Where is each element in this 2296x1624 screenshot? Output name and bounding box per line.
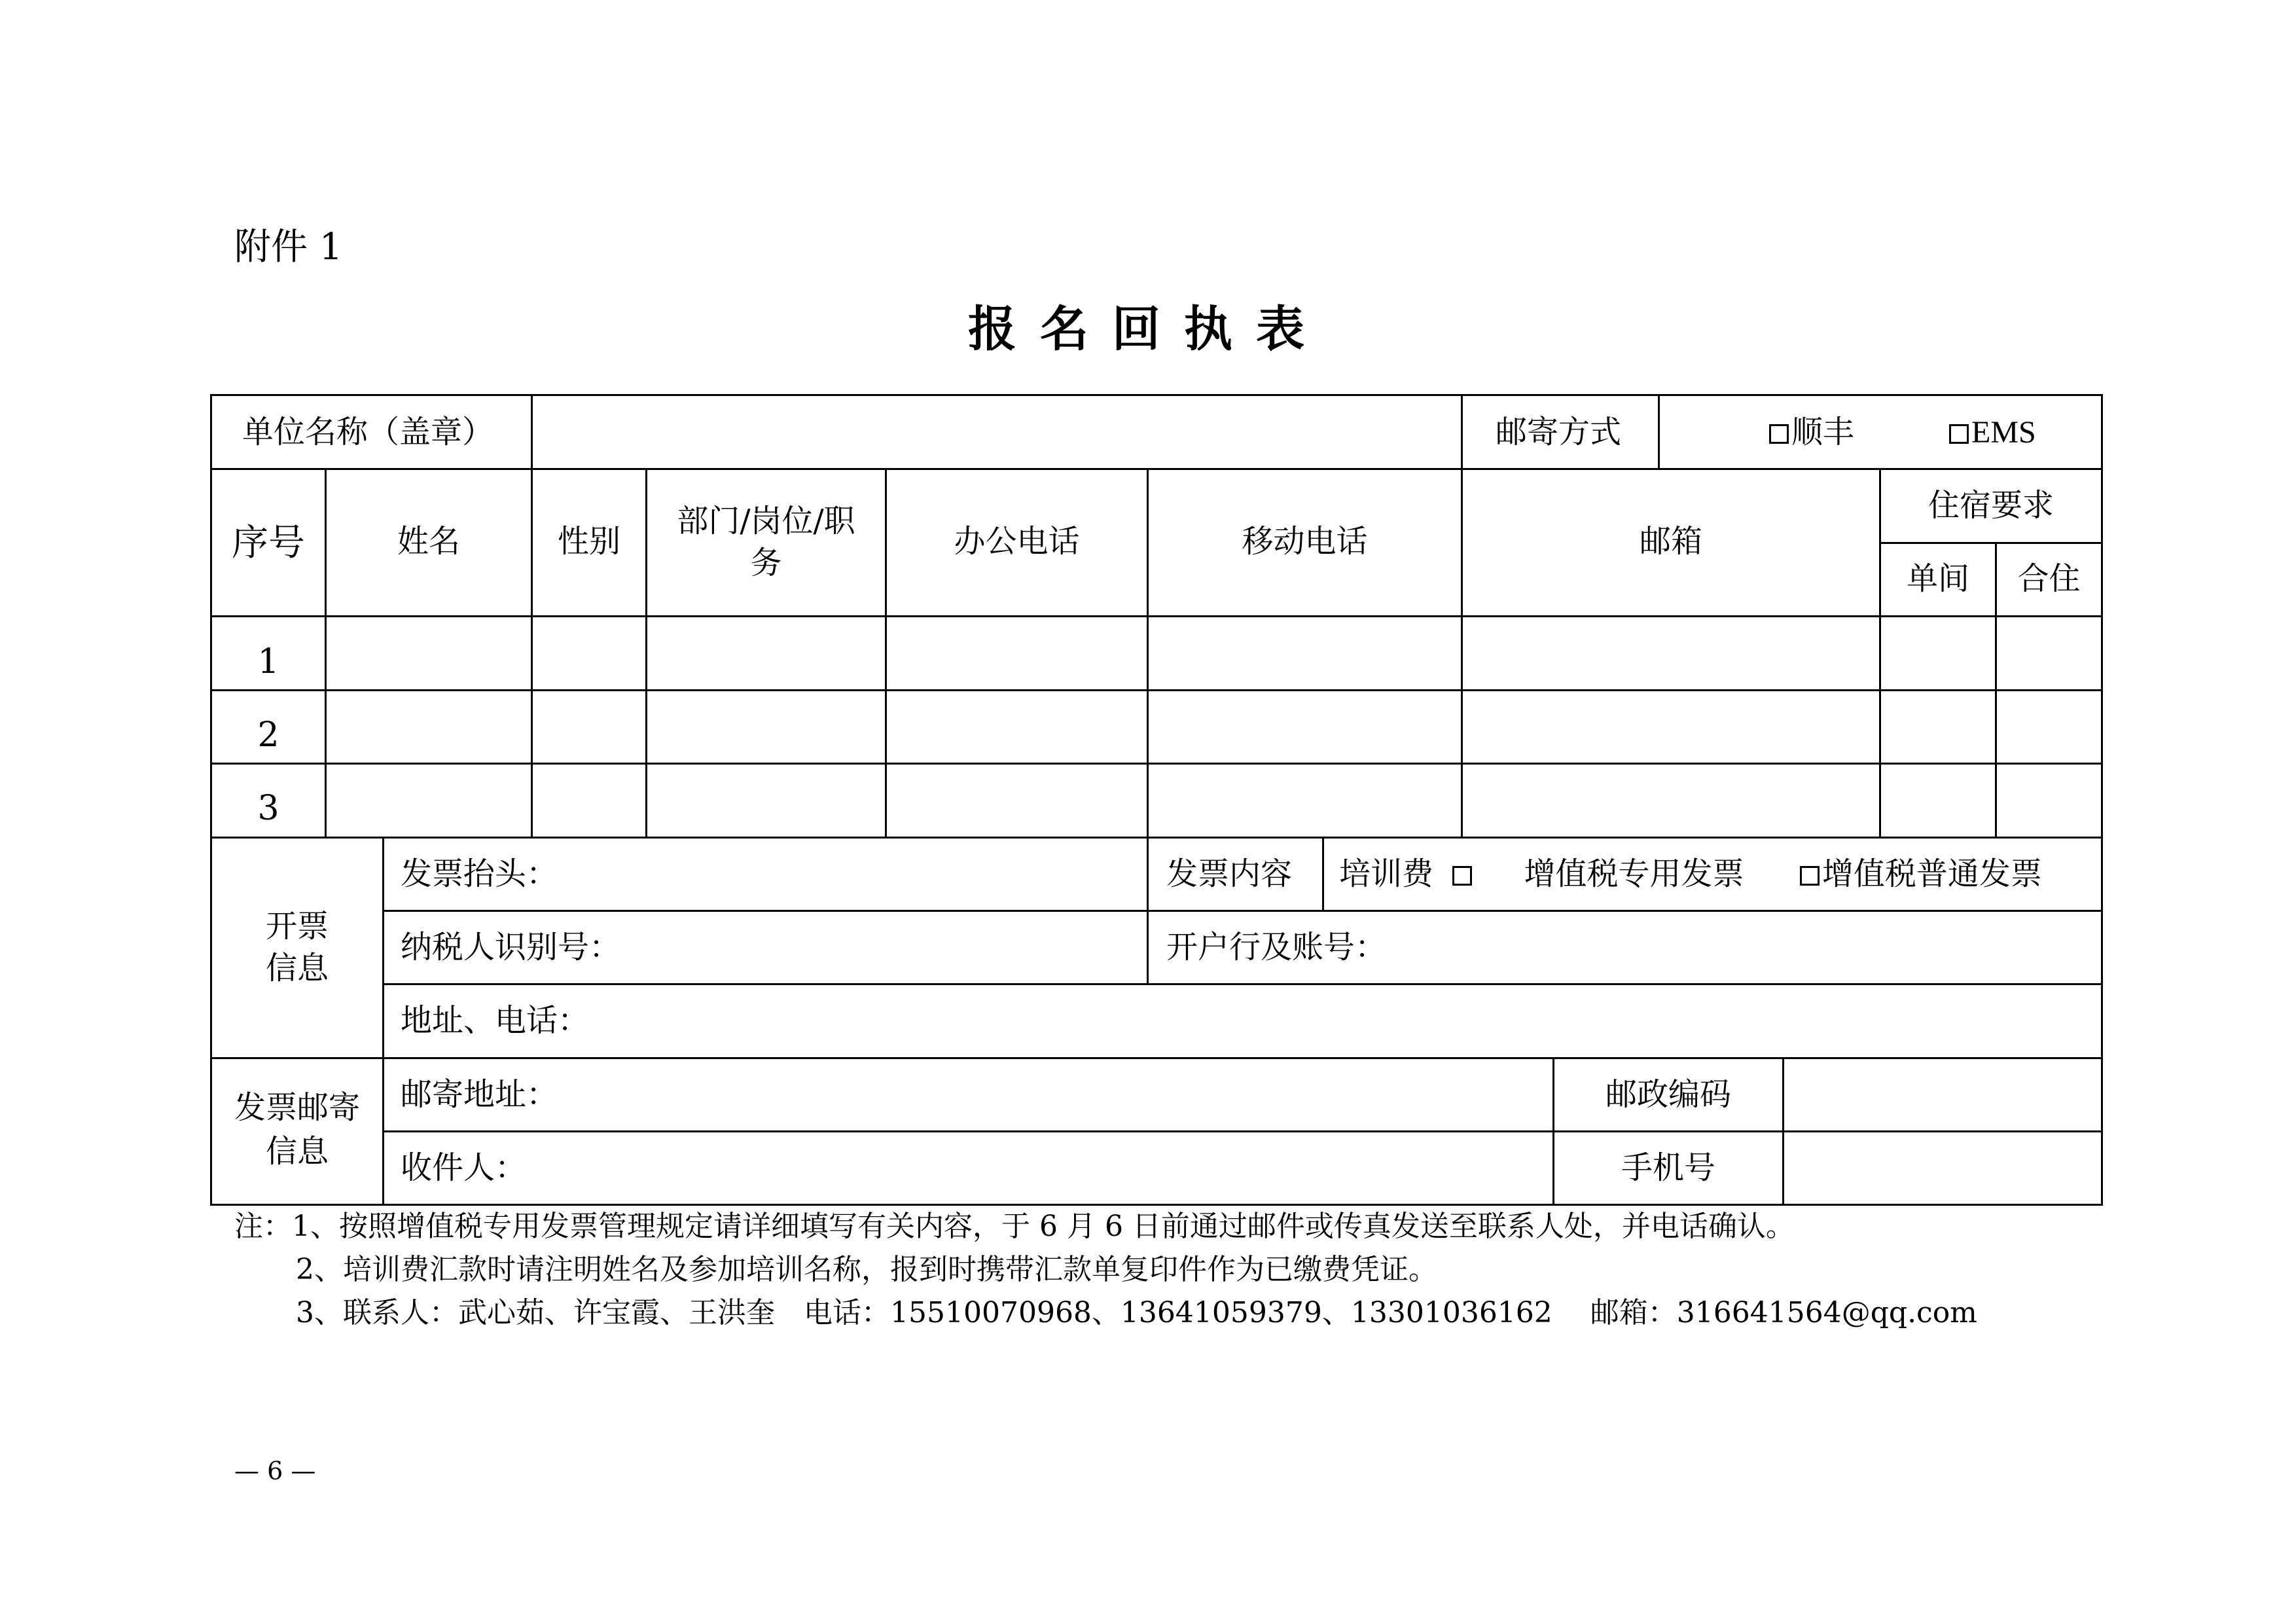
table-line-taxpayer-top (382, 910, 2103, 912)
checkbox-general-vat-icon[interactable] (1800, 866, 1820, 886)
checkbox-special-vat-icon[interactable] (1452, 866, 1472, 886)
table-line-row1-top (210, 615, 2103, 617)
postcode-label: 邮政编码 (1605, 1076, 1731, 1113)
mail-option-sf-label: 顺丰 (1791, 414, 1855, 450)
mail-option-sf[interactable] (1769, 411, 1854, 454)
attachment-label: 附件 1 (234, 226, 343, 268)
column-header-seq: 序号 (232, 522, 305, 564)
column-header-dept-line2: 务 (750, 545, 782, 581)
col-line-postcode-right (1782, 1057, 1784, 1206)
taxpayer-id-label: 纳税人识别号： (401, 929, 621, 965)
column-header-email: 邮箱 (1639, 523, 1702, 560)
recipient-mobile-label: 手机号 (1621, 1149, 1715, 1186)
mailing-address-label: 邮寄地址： (401, 1076, 558, 1113)
invoice-special-vat-label: 增值税专用发票 (1524, 856, 1744, 892)
table-line-row3-top (210, 763, 2103, 765)
invoice-content-training-fee: 培训费 (1339, 856, 1434, 892)
col-line-mail-method-right (1658, 394, 1660, 468)
mail-option-ems-label: EMS (1971, 415, 2036, 450)
column-header-gender: 性别 (557, 523, 620, 560)
mail-method-label: 邮寄方式 (1496, 414, 1622, 450)
mailing-info-label-line1: 发票邮寄 (234, 1089, 360, 1126)
table-border-right (2101, 394, 2103, 1206)
column-header-mobile: 移动电话 (1242, 523, 1368, 560)
checkbox-ems-icon[interactable] (1949, 424, 1969, 444)
note-line-1: 注：1、按照增值税专用发票管理规定请详细填写有关内容，于 6 月 6 日前通过邮件或传真发送至联系人处，并电话确认。 (234, 1210, 1795, 1243)
table-line-mailing-top (210, 1057, 2103, 1059)
recipient-label: 收件人： (401, 1149, 527, 1186)
table-line-row2-top (210, 689, 2103, 691)
col-line-invoice-label (382, 837, 384, 1206)
row-number: 1 (257, 642, 279, 681)
col-line-invoice-content-right (1322, 837, 1324, 910)
note-line-2: 2、培训费汇款时请注明姓名及参加培训名称，报到时携带汇款单复印件作为已缴费凭证。 (296, 1253, 1437, 1286)
checkbox-sf-icon[interactable] (1769, 424, 1789, 444)
col-line-invoice-content-left (1147, 837, 1149, 983)
invoice-info-label-line2: 信息 (265, 950, 329, 986)
col-line-unit-name (531, 394, 533, 468)
mailing-info-label-line2: 信息 (265, 1133, 329, 1170)
table-line-lodging-split (1879, 542, 2103, 544)
col-line-mail-method-left (1461, 394, 1463, 468)
column-header-office-phone: 办公电话 (954, 523, 1080, 560)
column-header-name: 姓名 (397, 523, 460, 560)
invoice-content-label: 发票内容 (1166, 856, 1293, 892)
table-line-recipient-top (382, 1130, 2103, 1132)
table-border-bottom (210, 1204, 2103, 1206)
row-number: 3 (257, 789, 279, 828)
table-line-invoice-top (210, 837, 2103, 839)
invoice-title-label: 发票抬头： (401, 856, 558, 892)
invoice-general-vat-label: 增值税普通发票 (1821, 856, 2042, 892)
invoice-info-label-line1: 开票 (265, 908, 329, 945)
note-line-3: 3、联系人：武心茹、许宝霞、王洪奎 电话：15510070968、13641059379、13301036162 邮箱：316641564@qq.com (296, 1296, 1977, 1329)
table-line-address-top (382, 983, 2103, 985)
column-header-dept-line1: 部门/岗位/职 (677, 503, 855, 539)
invoice-content-options (1339, 853, 2042, 895)
form-title: 报名回执表 (968, 301, 1328, 357)
column-header-shared-room: 合住 (2017, 560, 2081, 597)
address-phone-label: 地址、电话： (401, 1002, 590, 1039)
unit-name-label: 单位名称（盖章） (242, 414, 494, 450)
column-header-single-room: 单间 (1906, 560, 1969, 597)
column-header-lodging: 住宿要求 (1928, 487, 2054, 524)
table-border-top (210, 394, 2103, 396)
table-line-header-top (210, 468, 2103, 470)
page-number: — 6 — (234, 1456, 316, 1485)
bank-account-label: 开户行及账号： (1166, 929, 1387, 965)
row-number: 2 (257, 715, 279, 755)
mail-option-ems[interactable] (1949, 411, 2036, 454)
